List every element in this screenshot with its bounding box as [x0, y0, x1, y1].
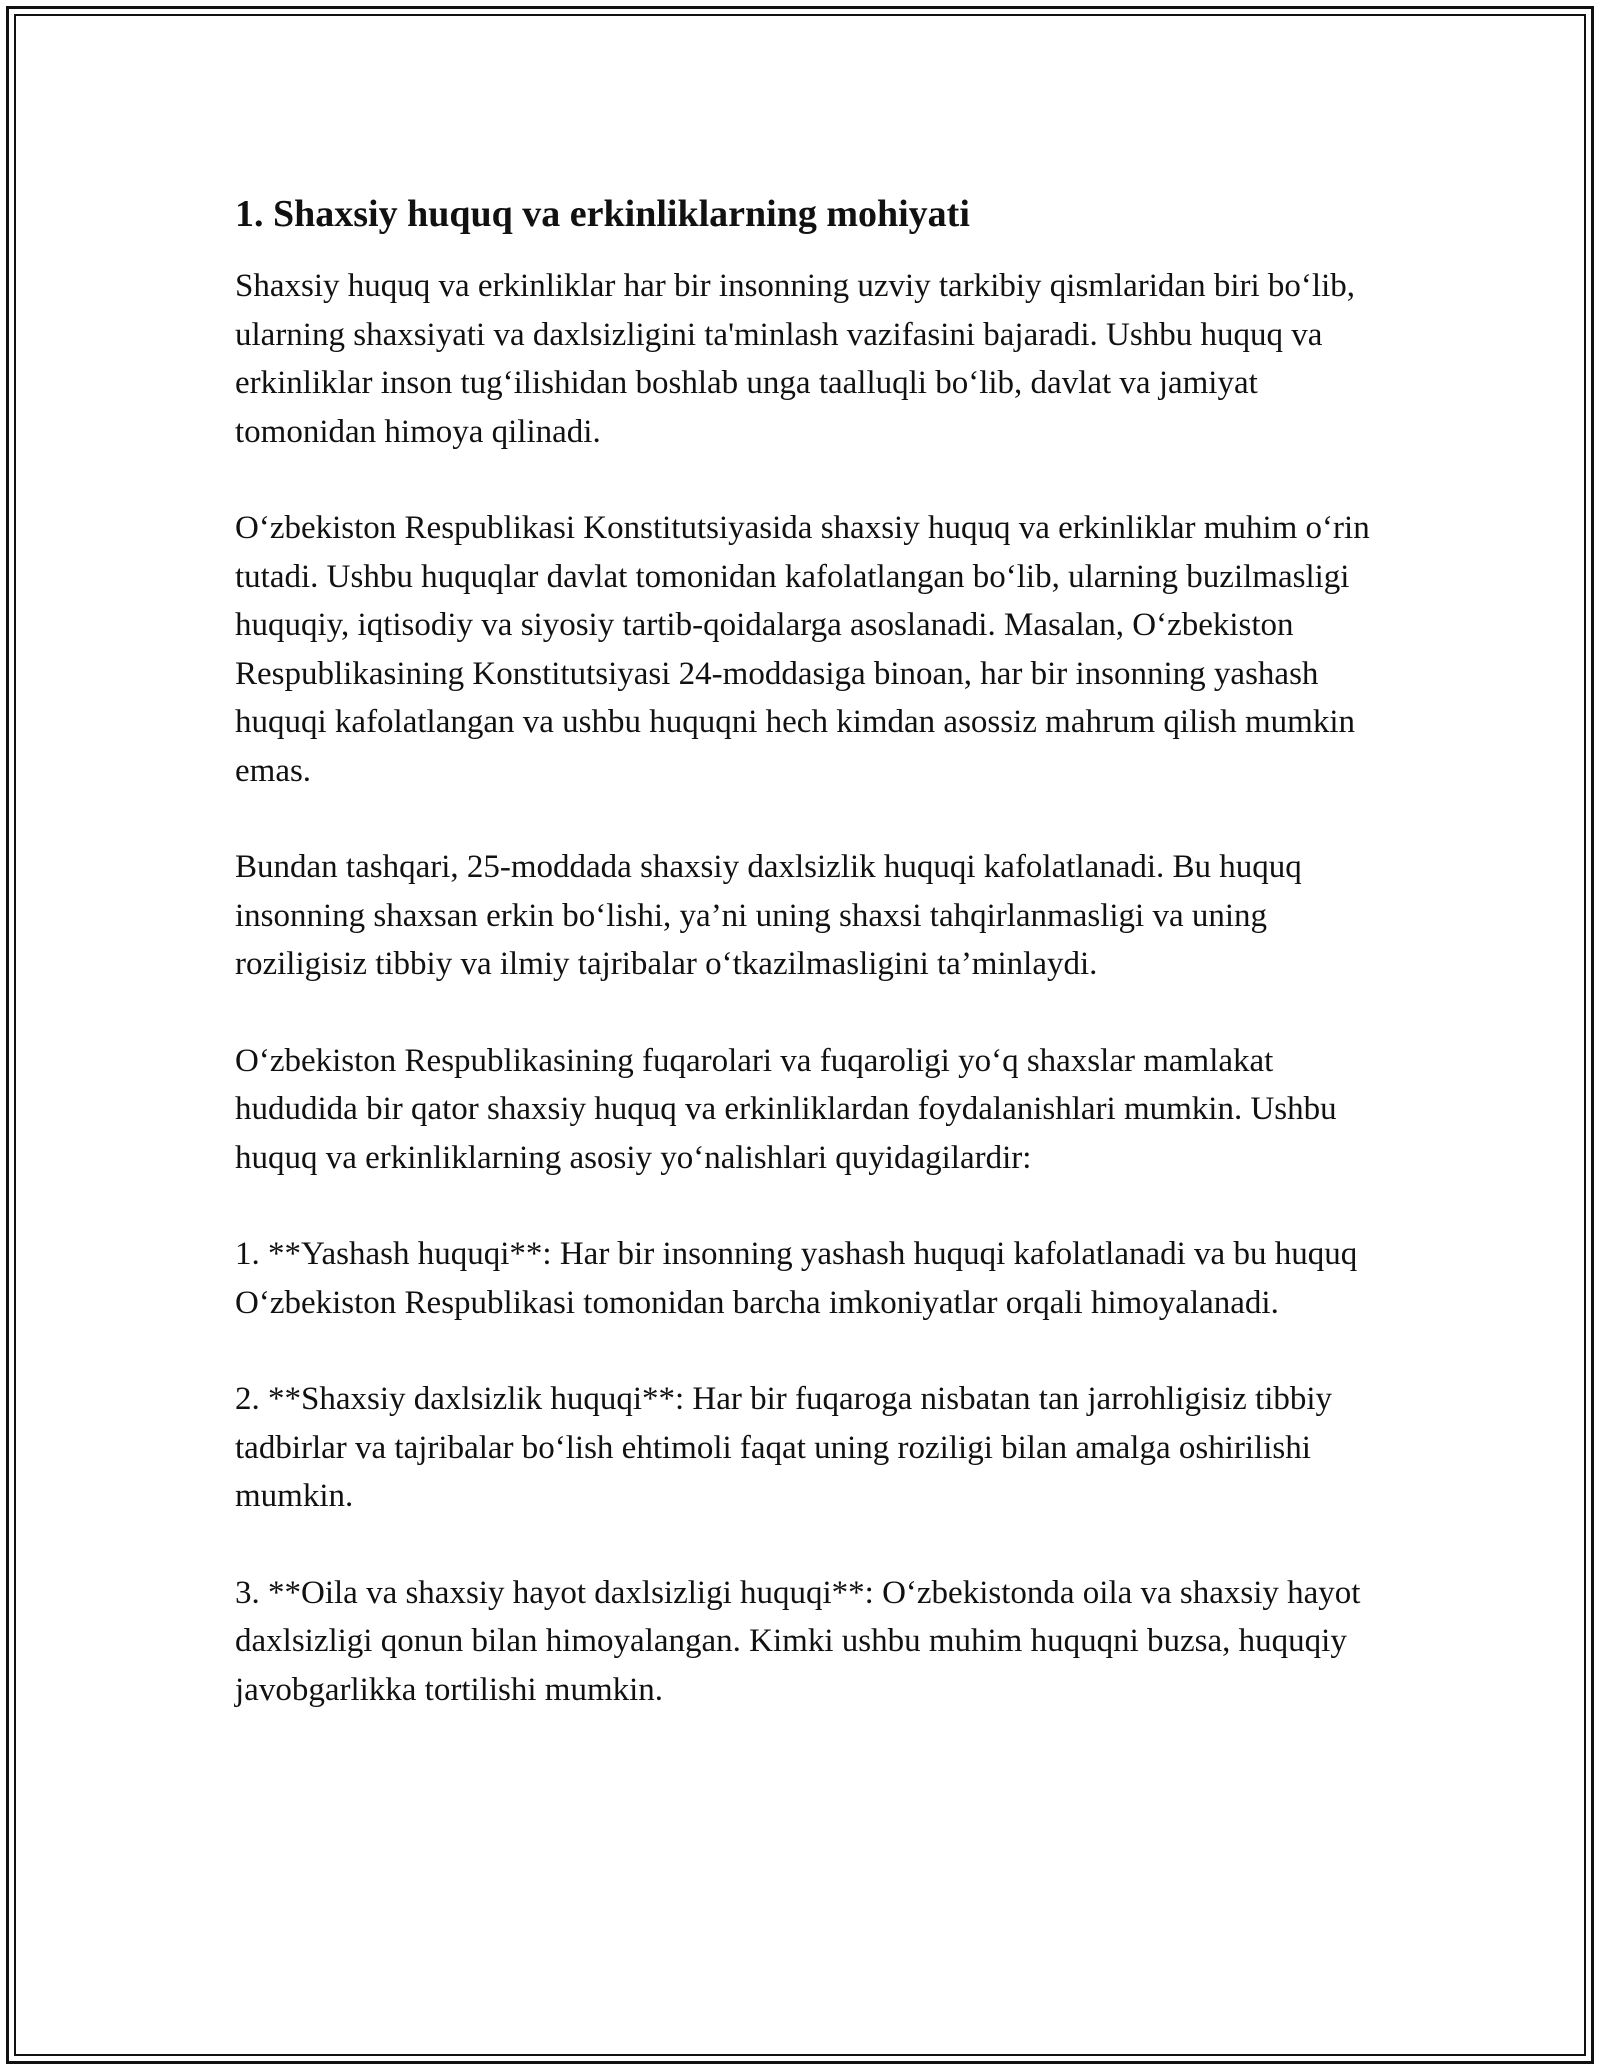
- document-title: 1. Shaxsiy huquq va erkinliklarning mohiyati: [235, 193, 970, 235]
- paragraph-constitution: O‘zbekiston Respublikasi Konstitutsiyasida shaxsiy huquq va erkinliklar muhim o‘rin tutadi. Ushbu huquqlar davlat tomonidan kafolatlangan bo‘lib, ularning buzilmasligi huquqiy, iqtisodiy va siyosiy tartib-qoidalarga asoslanadi. Masalan, O‘zbekiston Respublikasining Konstitutsiyasi 24-moddasiga binoan, har bir insonning yashash huquqi kafolatlangan va ushbu huquqni hech kimdan asossiz mahrum qilish mumkin emas.: [235, 510, 1370, 789]
- list-item-personal-inviolability: 2. **Shaxsiy daxlsizlik huquqi**: Har bir fuqaroga nisbatan tan jarrohligisiz tibbiy tadbirlar va tajribalar bo‘lish ehtimoli faqat uning roziligi bilan amalga oshirilishi mumkin.: [235, 1381, 1333, 1514]
- list-item-family-privacy: 3. **Oila va shaxsiy hayot daxlsizligi huquqi**: O‘zbekistonda oila va shaxsiy hayot daxlsizligi qonun bilan himoyalangan. Kimki ushbu muhim huquqni buzsa, huquqiy javobgarlikka tortilishi mumkin.: [235, 1574, 1361, 1708]
- document-body: [235, 188, 1385, 1762]
- list-item-right-to-life: 1. **Yashash huquqi**: Har bir insonning yashash huquqi kafolatlanadi va bu huquq O‘zbekiston Respublikasi tomonidan barcha imkoniyatlar orqali himoyalanadi.: [235, 1236, 1358, 1321]
- paragraph-article-25: Bundan tashqari, 25-moddada shaxsiy daxlsizlik huquqi kafolatlanadi. Bu huquq insonning shaxsan erkin bo‘lishi, ya’ni uning shaxsi tahqirlanmasligi va uning roziligisiz tibbiy va ilmiy tajribalar o‘tkazilmasligini ta’minlaydi.: [235, 849, 1302, 982]
- paragraph-directions: O‘zbekiston Respublikasining fuqarolari va fuqaroligi yo‘q shaxslar mamlakat hududida bir qator shaxsiy huquq va erkinliklardan foydalanishlari mumkin. Ushbu huquq va erkinliklarning asosiy yo‘nalishlari quyidagilardir:: [235, 1042, 1337, 1176]
- paragraph-intro: Shaxsiy huquq va erkinliklar har bir insonning uzviy tarkibiy qismlaridan biri bo‘lib, ularning shaxsiyati va daxlsizligini ta'minlash vazifasini bajaradi. Ushbu huquq va erkinliklar inson tug‘ilishidan boshlab unga taalluqli bo‘lib, davlat va jamiyat tomonidan himoya qilinadi.: [235, 268, 1355, 450]
